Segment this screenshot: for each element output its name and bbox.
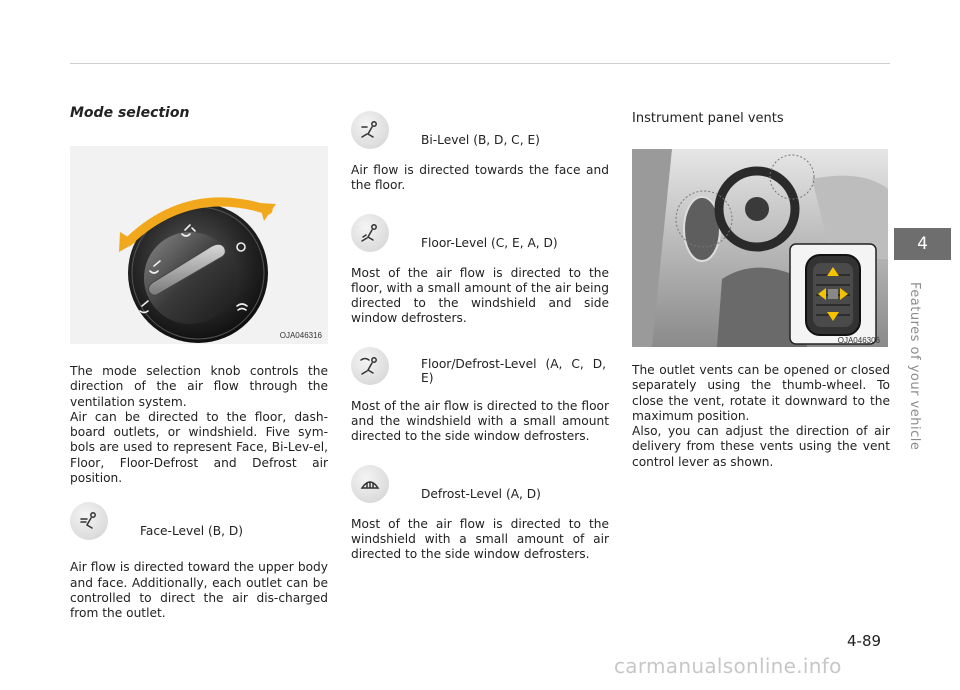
mode-defrost-heading xyxy=(351,465,609,509)
mode-floor-defrost-label: Floor/Defrost-Level (A, C, D, E) xyxy=(421,356,606,385)
mode-knob-illustration xyxy=(70,146,328,344)
mode-knob-figure xyxy=(70,146,328,344)
mode-bilevel-heading xyxy=(351,111,609,155)
chapter-number: 4 xyxy=(917,234,928,254)
vents-paragraph-2: Also, you can adjust the direction of air delivery from these vents using the vent control lever as shown. xyxy=(632,424,890,469)
vents-figure-code: OJA046306 xyxy=(837,336,880,345)
mode-floor-defrost-heading xyxy=(351,347,609,391)
watermark: carmanualsonline.info xyxy=(614,654,842,678)
vents-illustration xyxy=(632,149,888,347)
mode-floor-text: Most of the air flow is directed to the floor, with a small amount of the air being directed to the windshield and side window defrosters. xyxy=(351,265,609,326)
mode-floor-label: Floor-Level (C, E, A, D) xyxy=(421,235,558,250)
mode-floor-heading xyxy=(351,214,609,258)
chapter-tab xyxy=(894,228,951,260)
column-middle xyxy=(351,111,609,563)
intro-paragraph-1: The mode selection knob controls the direction of the air flow through the ventilation system. xyxy=(70,364,328,409)
page-number: 4-89 xyxy=(847,632,882,650)
floor-defrost-icon xyxy=(351,347,389,385)
face-vent-icon xyxy=(70,502,108,540)
column-left xyxy=(70,100,328,622)
vents-figure xyxy=(632,149,888,347)
mode-face-text: Air flow is directed toward the upper body and face. Additionally, each outlet can be controlled to direct the air dis-charged from the outlet. xyxy=(70,560,328,621)
header-rule xyxy=(70,63,890,64)
mode-defrost-label: Defrost-Level (A, D) xyxy=(421,486,541,501)
intro-paragraph-2: Air can be directed to the floor, dash-board outlets, or windshield. Five sym-bols are used to represent Face, Bi-Lev-el, Floor, Floor-Defrost and Defrost air position. xyxy=(70,409,328,486)
mode-bilevel-text: Air flow is directed towards the face and the floor. xyxy=(351,163,609,193)
vents-title: Instrument panel vents xyxy=(632,111,784,126)
defrost-icon xyxy=(351,465,389,503)
section-title: Mode selection xyxy=(70,105,190,121)
mode-defrost-text: Most of the air flow is directed to the windshield with a small amount of air directed to the side window defrosters. xyxy=(351,516,609,562)
mode-bilevel-label: Bi-Level (B, D, C, E) xyxy=(421,133,540,147)
mode-floor-defrost-text: Most of the air flow is directed to the floor and the windshield with a small amount directed to the side window defrosters. xyxy=(351,398,609,444)
mode-face-heading xyxy=(70,502,328,546)
figure-code: OJA046316 xyxy=(279,331,322,340)
column-right xyxy=(632,104,890,470)
bi-level-vent-icon xyxy=(351,111,389,149)
vents-paragraph-1: The outlet vents can be opened or closed separately using the thumb-wheel. To close the vent, rotate it downward to the maximum position. xyxy=(632,363,890,423)
chapter-title: Features of your vehicle xyxy=(907,282,922,451)
floor-vent-icon xyxy=(351,214,389,252)
mode-face-label: Face-Level (B, D) xyxy=(140,524,244,539)
